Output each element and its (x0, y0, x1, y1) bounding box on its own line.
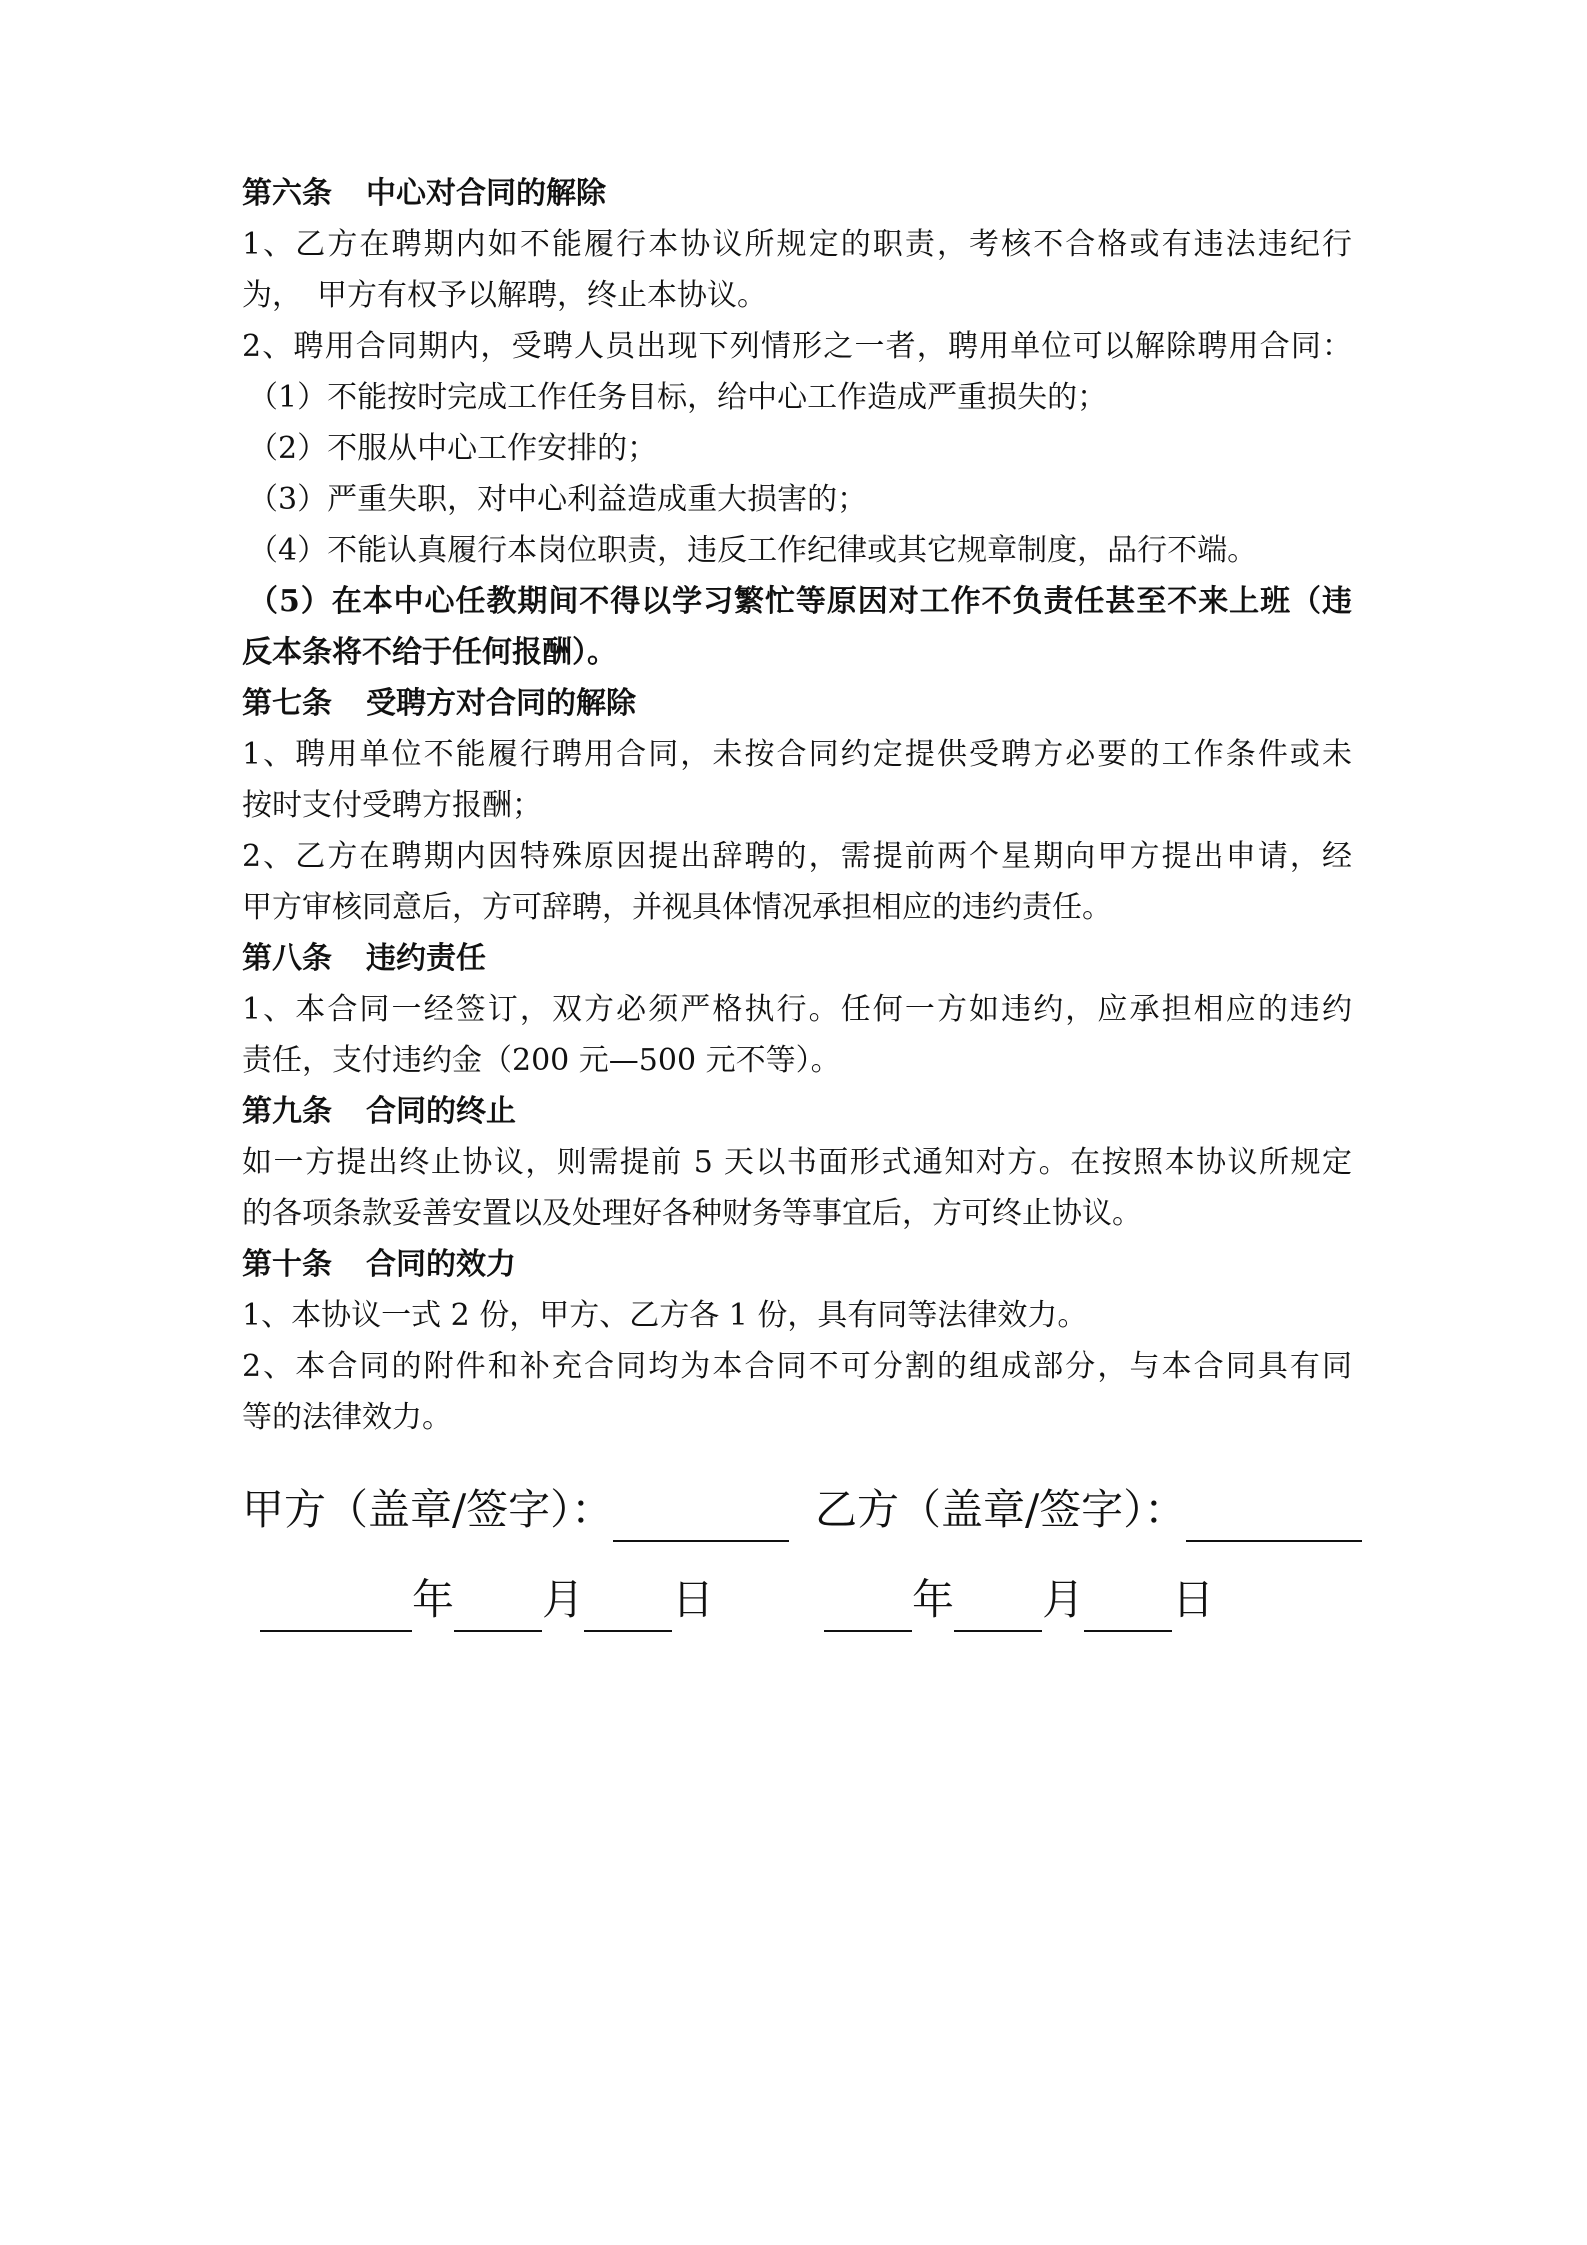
list-item: （4）不能认真履行本岗位职责，违反工作纪律或其它规章制度，品行不端。 (248, 533, 1258, 568)
party-b-month-blank (954, 1582, 1042, 1632)
day-label: 日 (672, 1575, 715, 1624)
article-9-heading (242, 1086, 1352, 1137)
paragraph-line: 按时支付受聘方报酬； (242, 788, 542, 823)
article-number: 第八条 (242, 941, 332, 976)
party-a-month-blank (454, 1582, 542, 1632)
article-6-heading (242, 168, 1352, 219)
paragraph-line: 等的法律效力。 (242, 1400, 452, 1435)
paragraph-line: 为， 甲方有权予以解聘，终止本协议。 (242, 278, 767, 313)
paragraph-line: 2、本合同的附件和补充合同均为本合同不可分割的组成部分，与本合同具有同 (242, 1349, 1352, 1384)
paragraph-line: 如一方提出终止协议，则需提前 5 天以书面形式通知对方。在按照本协议所规定 (242, 1145, 1352, 1180)
month-label: 月 (1042, 1575, 1085, 1624)
party-a-signature-line (613, 1492, 789, 1542)
article-title: 受聘方对合同的解除 (366, 686, 636, 721)
list-item: （2）不服从中心工作安排的； (248, 431, 658, 466)
article-title: 合同的终止 (366, 1094, 516, 1129)
paragraph-line: 责任，支付违约金（200 元—500 元不等）。 (242, 1043, 841, 1078)
article-10-heading (242, 1239, 1352, 1290)
paragraph-line: 2、聘用合同期内，受聘人员出现下列情形之一者，聘用单位可以解除聘用合同： (242, 329, 1352, 364)
party-a-label: 甲方（盖章/签字）： (242, 1485, 614, 1534)
contract-body (242, 168, 1352, 1443)
paragraph-line: 1、本合同一经签订，双方必须严格执行。任何一方如违约，应承担相应的违约 (242, 992, 1352, 1027)
list-item: （1）不能按时完成工作任务目标，给中心工作造成严重损失的； (248, 380, 1108, 415)
signature-row (242, 1478, 1362, 1542)
party-b-day-blank (1084, 1582, 1172, 1632)
paragraph-line-bold: 反本条将不给于任何报酬）。 (242, 635, 617, 670)
article-8-heading (242, 933, 1352, 984)
year-label: 年 (912, 1575, 955, 1624)
party-b-signature-line (1186, 1492, 1362, 1542)
party-a-day-blank (584, 1582, 672, 1632)
party-b-label: 乙方（盖章/签字）： (815, 1485, 1187, 1534)
article-title: 违约责任 (366, 941, 486, 976)
article-number: 第十条 (242, 1247, 332, 1282)
party-a-year-blank (260, 1582, 412, 1632)
year-label: 年 (412, 1575, 455, 1624)
article-number: 第六条 (242, 176, 332, 211)
signature-block (242, 1478, 1362, 1542)
article-title: 中心对合同的解除 (366, 176, 606, 211)
paragraph-line: 甲方审核同意后，方可辞聘，并视具体情况承担相应的违约责任。 (242, 890, 1112, 925)
paragraph-line: 1、本协议一式 2 份，甲方、乙方各 1 份，具有同等法律效力。 (242, 1298, 1088, 1333)
list-item: （3）严重失职，对中心利益造成重大损害的； (248, 482, 868, 517)
day-label: 日 (1172, 1575, 1215, 1624)
paragraph-line: 1、乙方在聘期内如不能履行本协议所规定的职责，考核不合格或有违法违纪行 (242, 227, 1352, 262)
article-title: 合同的效力 (366, 1247, 516, 1282)
article-7-heading (242, 678, 1352, 729)
party-b-year-blank (824, 1582, 912, 1632)
month-label: 月 (542, 1575, 585, 1624)
article-number: 第七条 (242, 686, 332, 721)
list-item-bold: （5）在本中心任教期间不得以学习繁忙等原因对工作不负责任甚至不来上班（违 (248, 584, 1352, 619)
date-row (242, 1568, 1362, 1632)
paragraph-line: 2、乙方在聘期内因特殊原因提出辞聘的，需提前两个星期向甲方提出申请，经 (242, 839, 1352, 874)
article-number: 第九条 (242, 1094, 332, 1129)
paragraph-line: 的各项条款妥善安置以及处理好各种财务等事宜后，方可终止协议。 (242, 1196, 1142, 1231)
paragraph-line: 1、聘用单位不能履行聘用合同，未按合同约定提供受聘方必要的工作条件或未 (242, 737, 1352, 772)
